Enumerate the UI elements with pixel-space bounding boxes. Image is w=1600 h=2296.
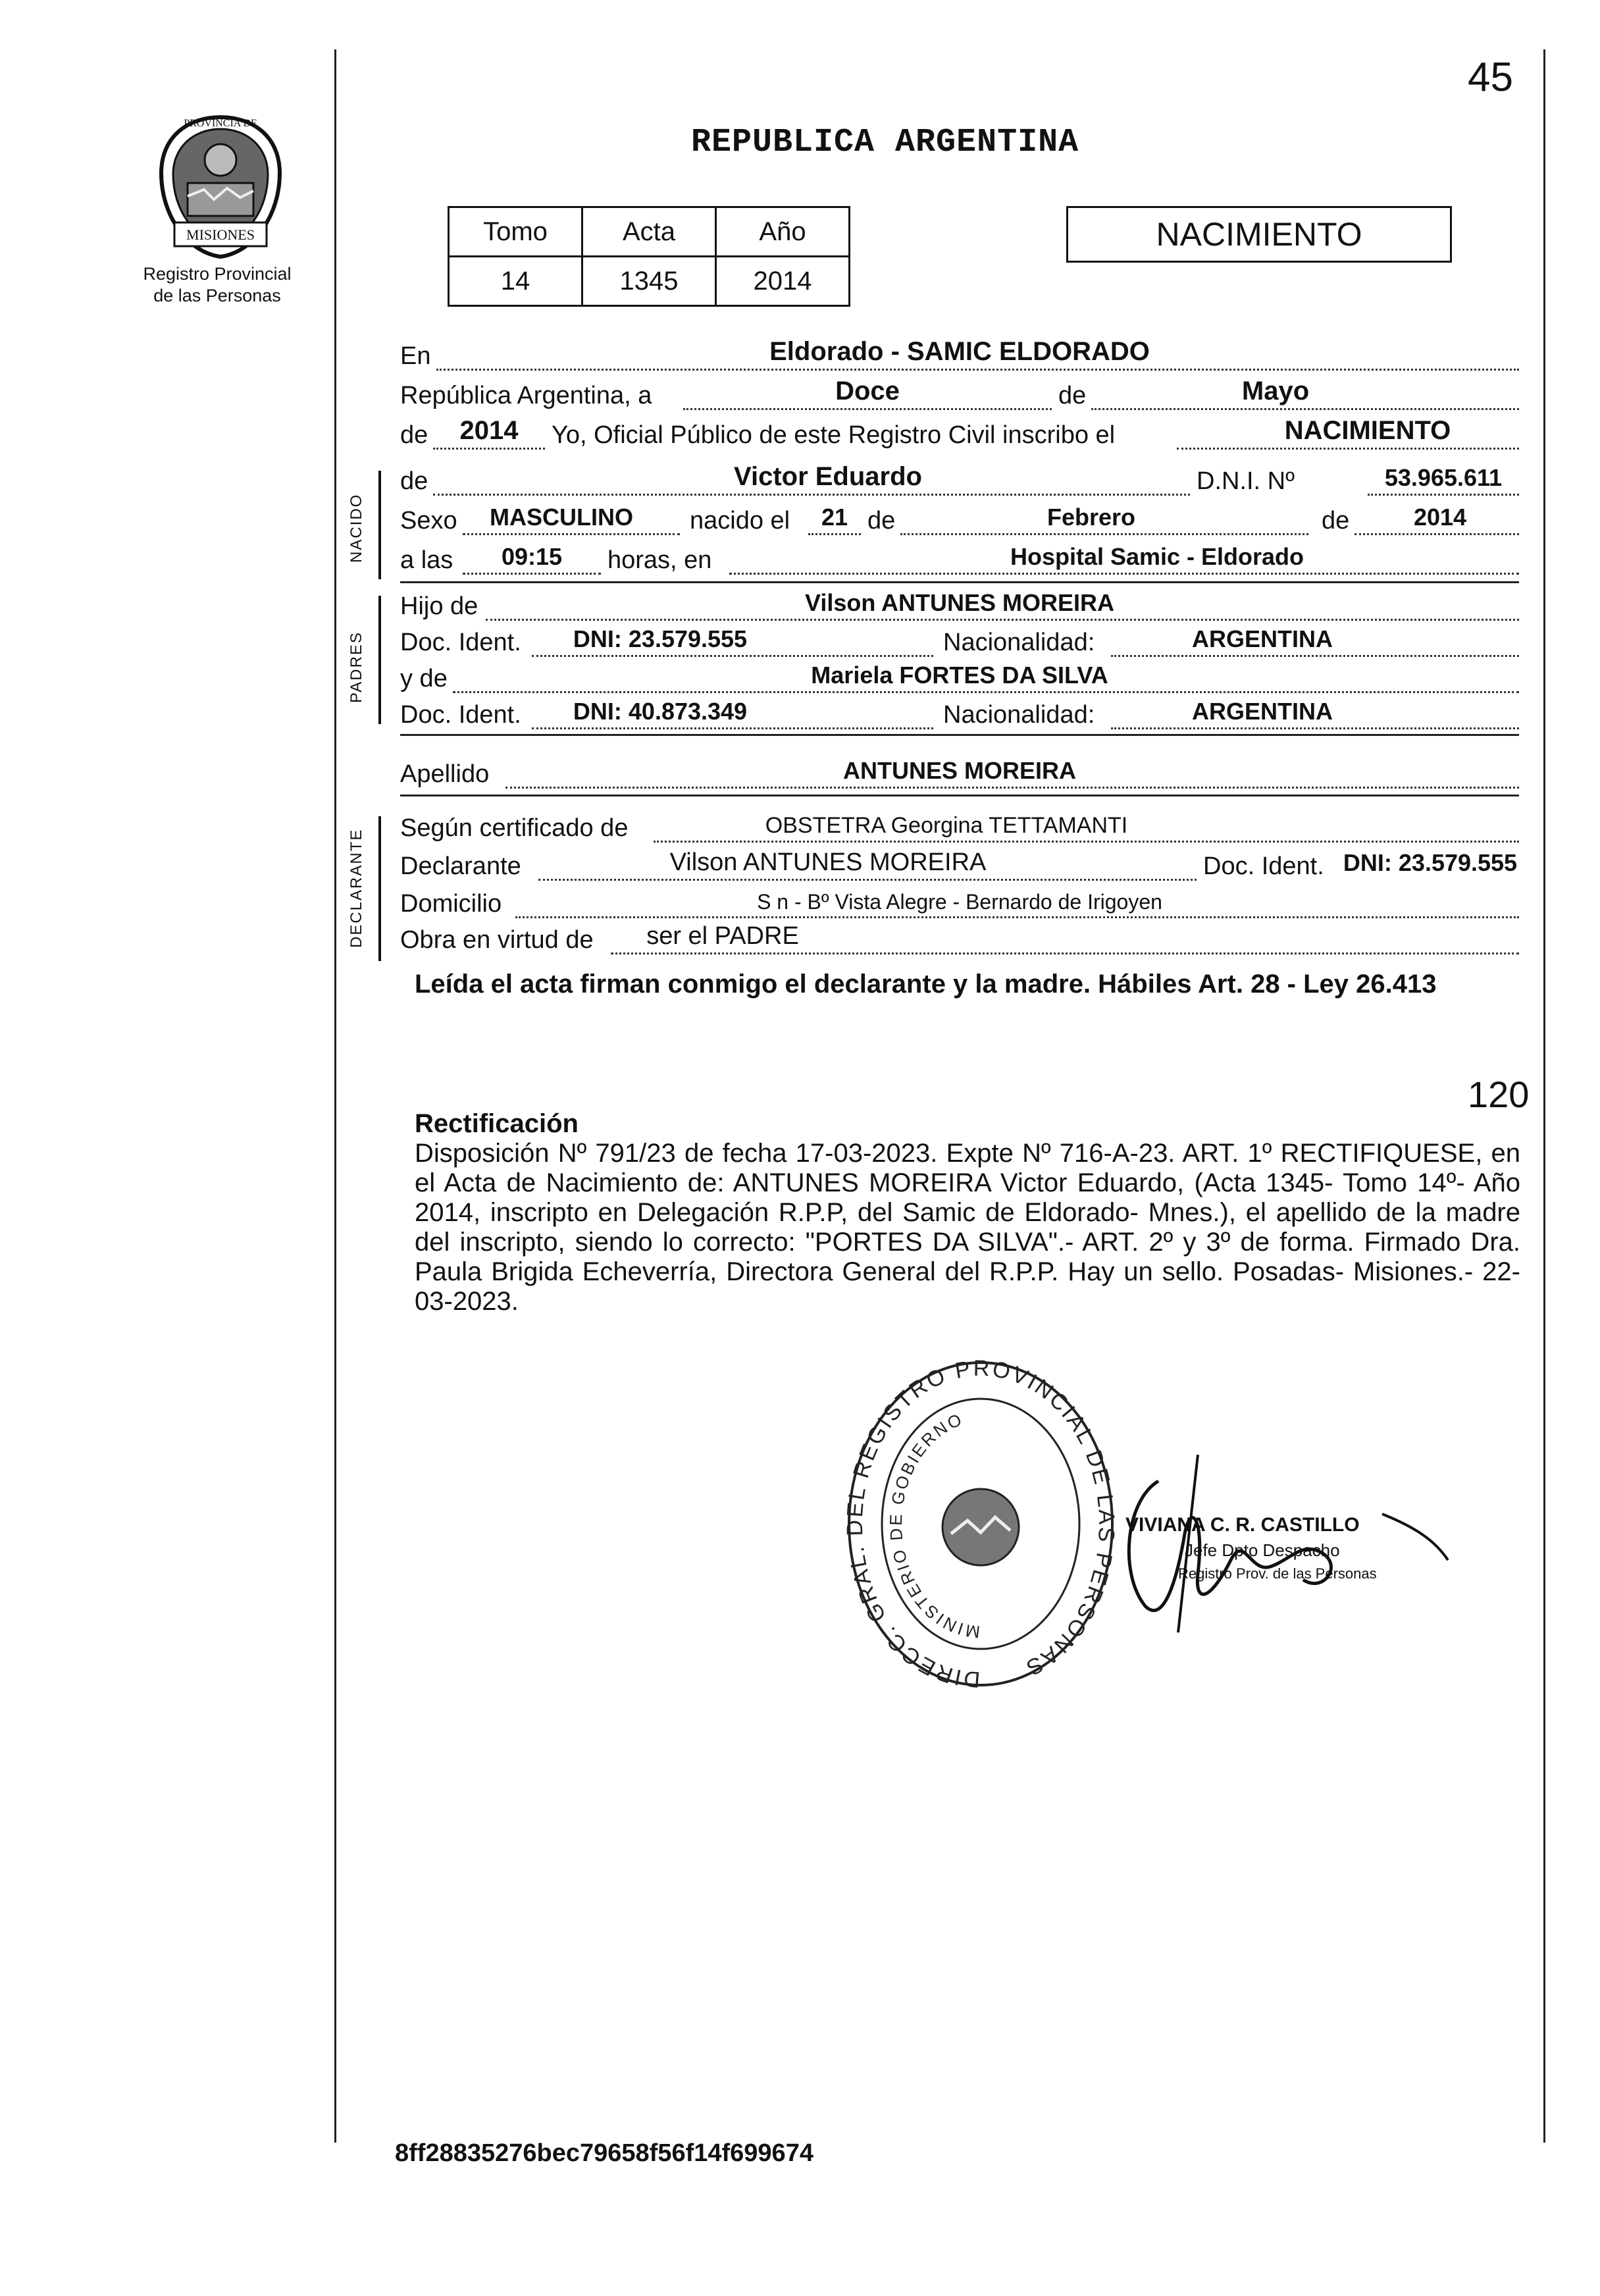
intro-row-year	[400, 418, 1519, 452]
table-header-tomo: Tomo	[449, 207, 582, 257]
intro-row-place	[400, 339, 1519, 373]
apellido-label: Apellido	[400, 760, 490, 788]
child-name: Victor Eduardo	[734, 462, 922, 491]
declarant-name: Vilson ANTUNES MOREIRA	[669, 848, 987, 876]
doc-ident-label: Doc. Ident.	[1203, 852, 1324, 880]
separator	[400, 581, 1519, 583]
apellido-row	[400, 757, 1519, 791]
de-label-3: de	[1322, 507, 1350, 535]
seal-outer-text: DIRECC. GRAL. DEL REGISTRO PROVINCIAL DE LAS PERSONAS	[842, 1356, 1119, 1692]
stamp-line-1: VIVIANA C. R. CASTILLO	[1125, 1514, 1360, 1536]
province-logo	[148, 111, 293, 262]
doc-ident-label-2: Doc. Ident.	[400, 701, 521, 729]
table-value-acta: 1345	[582, 257, 716, 306]
birth-place: Hospital Samic - Eldorado	[1010, 543, 1304, 570]
registration-day: Doce	[835, 377, 900, 405]
seal-inner-text: MINISTERIO DE GOBIERNO	[885, 1409, 981, 1642]
office-caption	[118, 263, 316, 307]
official-seal	[842, 1356, 1119, 1698]
office-caption-line2: de las Personas	[153, 286, 281, 305]
rectificacion-body: Disposición Nº 791/23 de fecha 17-03-2023. Expte Nº 716-A-23. ART. 1º RECTIFIQUESE, en el Acta de Nacimiento de: ANTUNES MOREIRA Victor Eduardo, (Acta 1345- Tomo 14º- Año 2014, inscripto en Delegación R.P.P, del Samic de Eldorado- Mnes.), el apellido de la madre del inscripto, siendo lo correcto: "PORTES DA SILVA".- ART. 2º y 3º de forma. Firmado Dra. Paula Brigida Echeverría, Directora General del R.P.P. Hay un sello. Posadas- Misiones.- 22-03-2023.	[415, 1139, 1520, 1316]
padres-row-mother	[400, 662, 1519, 696]
document-hash: 8ff28835276bec79658f56f14f699674	[395, 2139, 813, 2167]
declarant-address: S n - Bº Vista Alegre - Bernardo de Irigoyen	[757, 890, 1162, 914]
padres-row-father-doc	[400, 625, 1519, 660]
doc-ident-label: Doc. Ident.	[400, 629, 521, 656]
padres-row-mother-doc	[400, 698, 1519, 732]
declarant-doc: DNI: 23.579.555	[1343, 849, 1518, 876]
surname: ANTUNES MOREIRA	[842, 757, 1076, 784]
table-header-acta: Acta	[582, 207, 716, 257]
separator	[400, 734, 1519, 736]
nacido-el-label: nacido el	[690, 507, 790, 535]
de-label-2: de	[867, 507, 896, 535]
separator	[400, 795, 1519, 796]
yo-text: Yo, Oficial Público de este Registro Civil inscribo el	[552, 421, 1116, 449]
logo-text-bottom: MISIONES	[186, 226, 255, 243]
father-name: Vilson ANTUNES MOREIRA	[804, 589, 1115, 616]
mother-name: Mariela FORTES DA SILVA	[811, 662, 1108, 689]
republica-label: República Argentina, a	[400, 382, 652, 409]
stamp-line-3: Registro Prov. de las Personas	[1178, 1565, 1377, 1582]
child-sex: MASCULINO	[490, 504, 633, 531]
table-value-ano: 2014	[716, 257, 850, 306]
right-margin-line	[1543, 49, 1545, 2143]
table-header-ano: Año	[716, 207, 850, 257]
margin-number: 120	[1468, 1074, 1530, 1115]
registration-month: Mayo	[1241, 377, 1310, 405]
declarante-row-name	[400, 849, 1519, 883]
child-dni: 53.965.611	[1384, 464, 1503, 491]
father-nationality: ARGENTINA	[1192, 625, 1333, 652]
nacionalidad-label: Nacionalidad:	[943, 629, 1095, 656]
alas-label: a las	[400, 546, 453, 574]
section-label-padres: PADRES	[348, 631, 365, 703]
nacido-row-name	[400, 464, 1519, 498]
domicilio-label: Domicilio	[400, 890, 502, 918]
de-label: de	[1058, 382, 1087, 409]
signature-area	[1106, 1442, 1461, 1652]
declarante-row-obra	[400, 923, 1519, 957]
birth-month: Febrero	[1046, 504, 1136, 531]
section-label-nacido: NACIDO	[348, 493, 365, 563]
section-label-declarante: DECLARANTE	[348, 828, 365, 948]
mother-doc: DNI: 40.873.349	[573, 698, 748, 725]
declarante-row-address	[400, 887, 1519, 921]
en-label: En	[400, 342, 431, 370]
de-label-2: de	[400, 421, 428, 449]
office-caption-line1: Registro Provincial	[143, 264, 292, 284]
sexo-label: Sexo	[400, 507, 457, 535]
birth-registry-place: Eldorado - SAMIC ELDORADO	[769, 337, 1150, 366]
certificate-issuer: OBSTETRA Georgina TETTAMANTI	[765, 813, 1128, 838]
obra-label: Obra en virtud de	[400, 926, 594, 954]
declarante-label: Declarante	[400, 852, 521, 880]
dni-label: D.N.I. Nº	[1197, 467, 1295, 495]
de-label: de	[400, 467, 428, 495]
certificado-label: Según certificado de	[400, 814, 629, 842]
intro-row-date	[400, 378, 1519, 413]
registration-year: 2014	[459, 416, 519, 445]
stamp-line-2: Jefe Dpto Despacho	[1185, 1540, 1340, 1560]
birth-time: 09:15	[501, 543, 563, 570]
nacido-row-sex	[400, 504, 1519, 538]
record-table	[448, 206, 850, 307]
left-margin-line	[334, 49, 336, 2143]
declarante-row-cert	[400, 811, 1519, 845]
father-doc: DNI: 23.579.555	[573, 625, 748, 652]
nacido-row-time	[400, 543, 1519, 577]
record-type-box: NACIMIENTO	[1066, 206, 1452, 263]
mother-nationality: ARGENTINA	[1192, 698, 1333, 725]
inscription-type: NACIMIENTO	[1284, 416, 1451, 445]
hijo-label: Hijo de	[400, 592, 478, 620]
birth-day: 21	[821, 504, 848, 531]
nacionalidad-label-2: Nacionalidad:	[943, 701, 1095, 729]
y-de-label: y de	[400, 665, 448, 692]
table-value-tomo: 14	[449, 257, 582, 306]
logo-text-top: PROVINCIA DE	[184, 118, 257, 129]
horas-label: horas, en	[607, 546, 712, 574]
rectificacion-heading: Rectificación	[415, 1109, 579, 1138]
padres-row-father	[400, 589, 1519, 623]
birth-year: 2014	[1413, 504, 1467, 531]
document-title: REPUBLICA ARGENTINA	[691, 124, 1079, 161]
declarant-relationship: ser el PADRE	[646, 922, 799, 950]
closing-statement: Leída el acta firman conmigo el declarante y la madre. Hábiles Art. 28 - Ley 26.413	[415, 970, 1437, 999]
page-number: 45	[1468, 55, 1513, 100]
